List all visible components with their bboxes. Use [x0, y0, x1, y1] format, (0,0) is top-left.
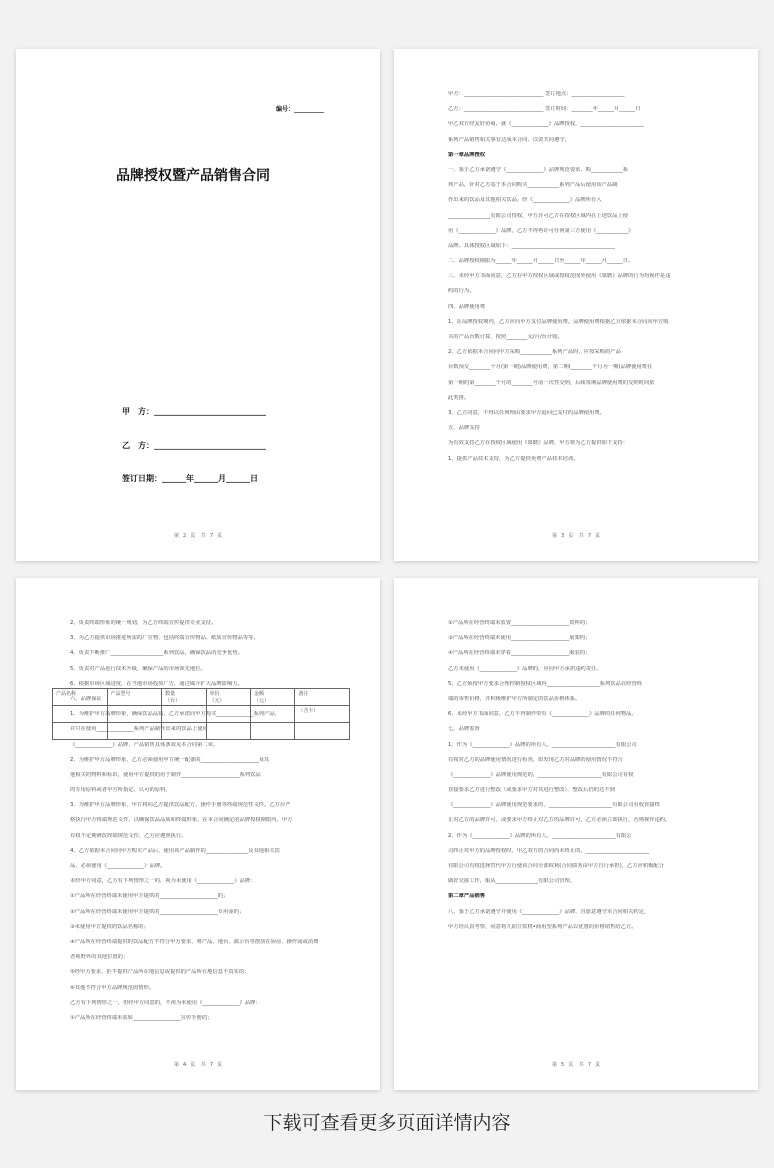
- table-header-cell: 产品型号: [107, 689, 162, 706]
- text-line: ⑥其他不符合甲方品牌规范的情形。: [70, 984, 155, 991]
- text-line: 6、根据市场区域进度，在当地市场投放广告，通过媒介扩大品牌影响力。: [70, 680, 243, 687]
- text-line: 端的零售价格，并积极维护甲方所制定的饮品价格体系。: [448, 695, 581, 702]
- page-number: 第 4 页 共 7 页: [173, 1062, 223, 1068]
- product-table: [52, 688, 350, 740]
- table-header-cell: 产品名称: [53, 689, 108, 706]
- table-row: [53, 723, 350, 740]
- page-4-body: [70, 620, 350, 1030]
- text-line: ②产品所在经营终端未放置______________________资杯的；: [448, 620, 591, 626]
- text-line: 八、鉴于乙方承诺遵守并使用《______________》品牌，且愿意遵守本合同相关约定，: [448, 908, 650, 915]
- sign-date-field: 签订日期：______年______月______日: [122, 474, 258, 483]
- text-line: 五、品牌支持: [448, 425, 480, 432]
- text-line: ④产品所在经营终端未穿着______________________服装的；: [448, 650, 591, 657]
- text-line: 有权不定期修改终端规范文件，乙方应遵照执行。: [70, 832, 187, 839]
- table-row: [53, 706, 350, 723]
- text-line: 第一期的第________个月的________号前一次性交纳，后续每期品牌使用费的交纳时间依: [448, 379, 655, 386]
- text-line: 2、负责终端形象的统一规划，为乙方终端宣传提供专业支持。: [70, 620, 217, 626]
- party-a-field: 甲 方：____________________________: [122, 407, 266, 416]
- contract-number: 编号：__________: [275, 106, 324, 113]
- text-line: ________________有限公司授权，甲方许可乙方在授权区域内在上述饮品上使: [448, 212, 629, 219]
- text-line: 者视野外的其他位置的；: [70, 954, 129, 961]
- text-line: 三、未经甲方书面同意，乙方在甲方授权区域或授权范围外使用《慕磨》品牌的行为均视作是违: [448, 273, 671, 280]
- text-line: 2、乙方依据本合同向甲方采购____________系列产品时，应按采购的产品: [448, 349, 621, 356]
- page-3-body: [448, 91, 728, 471]
- text-line: 5、负责对产品进行技术升级，确保产品的市场领先地位。: [70, 665, 206, 672]
- text-line: ③未使用甲方提供的饮品名称的；: [70, 923, 149, 930]
- text-line: 未经甲方同意，乙方有下列情形之一的，视为未使用《______________》品牌：: [70, 878, 256, 885]
- text-line: 品牌。具体授权区域如下：_______________________________________: [448, 242, 615, 249]
- party-b-field: 乙 方：____________________________: [122, 441, 266, 450]
- text-line: 《______________》品牌使用规范的，________________________有限公司有权: [448, 771, 634, 778]
- text-line: 5、乙方须按甲方要求合理控制授权区域内____________________系列饮品在经营终: [448, 680, 643, 687]
- text-line: 的专用原料或者甲方所指定、认可的原料。: [70, 787, 171, 794]
- text-line: 甲方经认真考察，同意将九阳豆浆机•商用型系列产品以优惠的价格销售给乙方。: [448, 923, 637, 930]
- text-line: ③产品所在经营终端未使用______________________展架的；: [448, 635, 591, 642]
- text-line: 他相关的物料和标识，使用甲方提供的用于制作______________________系列饮品: [70, 771, 261, 778]
- text-line: 有限公司有权选择替代甲方行使该合同全部权利(合同债务由甲方自行承担)，乙方应积极配合: [448, 863, 665, 869]
- text-line: 此类推。: [448, 394, 470, 401]
- text-line: ①产品所在经营终端未装转__________________宣传手册的；: [70, 1014, 213, 1021]
- text-line: 4、乙方依据本合同向甲方购买产品后，使用该产品制作的________________及其他相关饮: [70, 847, 280, 854]
- text-line: 甲方：______________________________ 签订地点：____________________: [448, 91, 625, 97]
- text-line: 格执行甲方终端规范文件，以确保饮品品质和终端形象，在本合同确定的品牌授权期限内，甲方: [70, 817, 293, 824]
- text-line: 约的行为。: [448, 288, 475, 295]
- text-line: 二、品牌授权期限为______年______月______日至______年______月______日。: [448, 258, 634, 265]
- text-line: 为有效支持乙方在授权区域使用《慕磨》品牌，甲方将为乙方提供如下支持：: [448, 440, 629, 447]
- text-line: 《______________》品牌使用规范要求的，________________________有限公司有权直接终: [448, 802, 660, 809]
- text-line: 2、作为《______________》品牌的所有人，________________________有限公: [448, 832, 632, 839]
- text-line: 3、为乙方提供市场推进所需的广宣物，包括终端宣传物品、纸质宣传物品等等。: [70, 635, 259, 642]
- table-header-cell: 数量 （台）: [162, 689, 206, 706]
- text-line: 列产品，针对乙方基于本合同购买____________系列产品后使用该产品制: [448, 182, 618, 189]
- text-line: 6、未经甲方书面同意，乙方不得制作带有《______________》品牌的任何物品。: [448, 711, 637, 718]
- text-line: 3、乙方同意，不得以任何理由要求甲方退回已支付的品牌使用费。: [448, 409, 605, 416]
- table-header-cell: 金额 （元）: [250, 689, 294, 706]
- text-line: 六、品牌保证: [70, 695, 102, 702]
- text-line: 做好交接工作，服从________________有限公司管理。: [448, 878, 576, 885]
- table-header-row: [53, 689, 350, 706]
- page-2-cover: [16, 49, 380, 561]
- text-line: 乙方有下列情形之一，但经甲方同意的，不视为未使用《______________》品牌：: [70, 999, 261, 1006]
- text-line: 并只在使用______________系列产品制作出来的饮品上使用: [70, 726, 208, 733]
- text-line: 第一章品牌授权: [448, 151, 486, 158]
- text-line: 甲乙双方经友好协商，就《______________》品牌授权，________________________: [448, 121, 644, 128]
- page-4: [16, 578, 380, 1090]
- text-line: 1、为维护甲方品牌形象，确保饮品品质，乙方承诺向甲方购买______________系列产品，: [70, 711, 280, 718]
- text-line: 司终止对甲方的品牌授权时，甲乙双方的合同尚未终止的，________________________: [448, 847, 650, 854]
- text-line: 七、品牌监督: [448, 726, 480, 733]
- text-line: 一、鉴于乙方承诺遵守《______________》品牌规范要求，购____________系: [448, 166, 629, 173]
- text-line: 止对乙方的品牌许可，或要求甲方终止对乙方的品牌许可，乙方必须立即执行，否则视作违约。: [448, 817, 671, 824]
- text-line: 品，必须使用《______________》品牌。: [70, 863, 166, 869]
- text-line: ④产品所在经营终端提供的饮品配方不符合甲方要求，将产品、地台、演示台等摆放在厨房、操作间或消费: [70, 938, 319, 945]
- text-line: ①产品所在经营终端未使用甲方提供的______________________的；: [70, 893, 229, 900]
- text-line: 1、提供产品技术支持，为乙方提供免费产品技术培训。: [448, 455, 579, 462]
- text-line: 直接要求乙方进行整改（或要求甲方对其进行整改），整改后仍的达不到: [448, 787, 615, 794]
- table-header-cell: 备注: [295, 689, 350, 706]
- page-number: 第 2 页 共 7 页: [173, 533, 223, 539]
- text-line: 3、为维护甲方品牌形象，甲方将向乙方提供饮品配方、操作手册等终端规范性文件。乙方应严: [70, 802, 291, 809]
- text-line: 1、在品牌授权期内，乙方应向甲方支付品牌使用费。品牌使用费根据乙方依据本合同向甲方购: [448, 318, 669, 325]
- page-3: [394, 49, 758, 561]
- table-note-cell: （含卡）: [295, 706, 350, 723]
- text-line: 乙方未使用《______________》品牌的，应向甲方承担违约责任。: [448, 665, 602, 672]
- text-line: 用《______________》品牌，乙方不得再许可任何第三方使用《____________》: [448, 227, 634, 234]
- text-line: ②产品所在经营终端未使用甲方提供的______________________专用壶的；: [70, 908, 245, 915]
- text-line: 有权对乙方的品牌使用情况进行检查，如发现乙方对品牌的使用情况不符合: [448, 756, 623, 763]
- text-line: 《______________》品牌，产品销售具体条款见本合同第二章。: [70, 741, 219, 748]
- text-line: 台数预交________个月(第一期)品牌使用费，第二期(________个月为一期)品牌使用费在: [448, 364, 653, 371]
- page-number: 第 3 页 共 7 页: [551, 533, 601, 539]
- text-line: 2、为维护甲方品牌形象，乙方必须使用甲方统一配备的______________________及其: [70, 756, 270, 763]
- page-5-body: [448, 620, 728, 939]
- text-line: 第二章产品销售: [448, 893, 486, 900]
- text-line: 乙方：______________________________ 签订时间：________年______月______日: [448, 106, 641, 113]
- contract-title: 品牌授权暨产品销售合同: [116, 168, 270, 184]
- text-line: 作出来的饮品及其他相关饮品，经《______________》品牌所有人: [448, 197, 602, 204]
- page-number: 第 5 页 共 7 页: [551, 1062, 601, 1068]
- text-line: 买的产品台数计算，按照________元/月/台计收。: [448, 334, 563, 340]
- text-line: ⑤经甲方要求，拒不提供产品所在地信息或提供的产品所在地信息不真实的；: [70, 969, 250, 976]
- text-line: 四、品牌使用费: [448, 303, 486, 310]
- download-prompt: 下载可查看更多页面详情内容: [263, 1112, 511, 1134]
- text-line: 系列产品销售相关事宜达成本合同，以资共同遵守。: [448, 136, 570, 143]
- text-line: 1、作为《______________》品牌的所有人，________________________有限公司: [448, 741, 637, 748]
- text-line: 4、负责不断推广____________________系列饮品，确保饮品的竞争优势。: [70, 650, 243, 657]
- table-header-cell: 单价 （元）: [206, 689, 250, 706]
- page-5: [394, 578, 758, 1090]
